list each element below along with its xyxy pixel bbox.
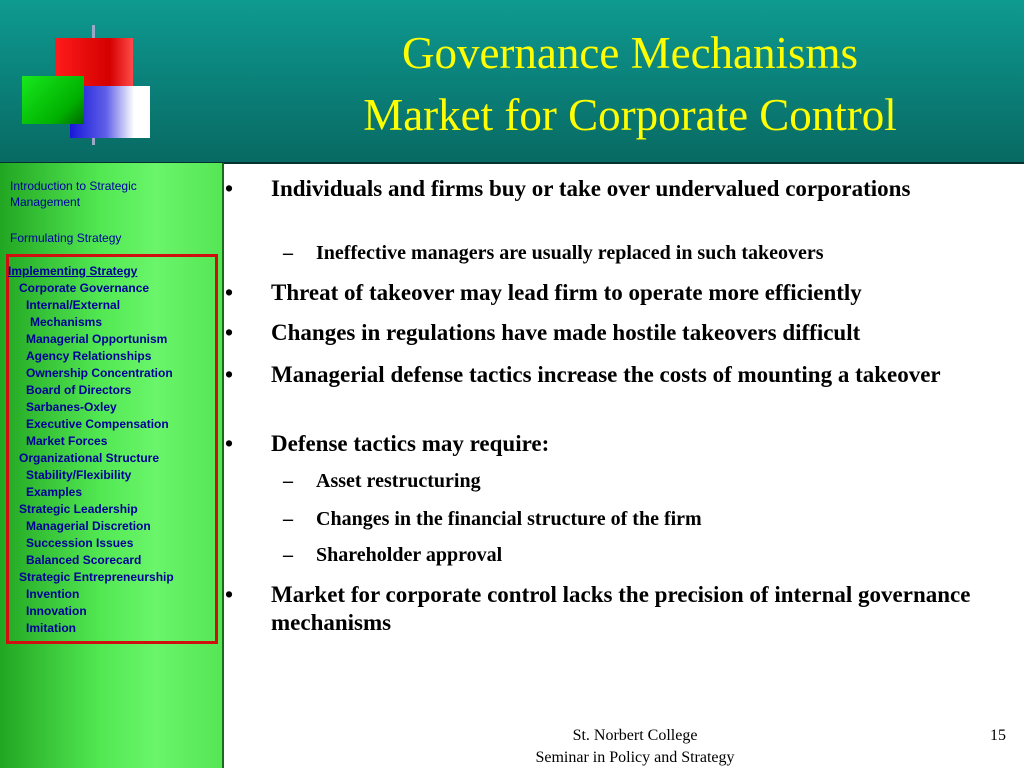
sidebar-item-internal-external[interactable]: Internal/External <box>26 298 121 312</box>
sidebar-item-invention[interactable]: Invention <box>26 587 80 601</box>
sidebar-item-formulating[interactable]: Formulating Strategy <box>10 231 122 245</box>
bullet-text: Market for corporate control lacks the precision of internal governance mechanisms <box>271 582 971 635</box>
sidebar-item-stability-flexibility[interactable]: Stability/Flexibility <box>26 468 132 482</box>
dash-glyph: – <box>283 470 293 492</box>
sidebar-item-balanced-scorecard[interactable]: Balanced Scorecard <box>26 553 142 567</box>
sub-bullet-text: Ineffective managers are usually replaced in such takeovers <box>316 242 824 264</box>
footer-institution: St. Norbert College <box>572 727 698 744</box>
dash-glyph: – <box>283 242 293 264</box>
sub-bullet-text: Asset restructuring <box>316 470 481 492</box>
slide-content <box>225 165 1020 725</box>
sidebar-item-succession-issues[interactable]: Succession Issues <box>26 536 134 550</box>
sidebar-item-managerial-opportunism[interactable]: Managerial Opportunism <box>26 332 168 346</box>
footer-course: Seminar in Policy and Strategy <box>535 749 735 766</box>
bullet-text: Changes in regulations have made hostile takeovers difficult <box>271 320 861 345</box>
sidebar-item-strategic-entrepreneurship[interactable]: Strategic Entrepreneurship <box>19 570 174 584</box>
sidebar-item-implementing[interactable]: Implementing Strategy <box>8 264 138 278</box>
bullet-glyph: • <box>225 280 234 305</box>
sidebar-item-sarbanes-oxley[interactable]: Sarbanes-Oxley <box>26 400 117 414</box>
sidebar-item-ownership-concentration[interactable]: Ownership Concentration <box>26 366 173 380</box>
sidebar-item-market-forces[interactable]: Market Forces <box>26 434 108 448</box>
bullet-text: Managerial defense tactics increase the costs of mounting a takeover <box>271 362 941 387</box>
sub-bullet-item <box>283 469 1013 493</box>
slide-number: 15 <box>990 727 1006 744</box>
sidebar-item-corporate-governance[interactable]: Corporate Governance <box>19 281 150 295</box>
sidebar-item-imitation[interactable]: Imitation <box>26 621 76 635</box>
bullet-item <box>225 319 1015 347</box>
sub-bullet-item <box>283 507 1013 531</box>
bullet-item <box>225 361 1015 389</box>
header-bar <box>0 0 1024 164</box>
sidebar-item-executive-compensation[interactable]: Executive Compensation <box>26 417 169 431</box>
sidebar-item-organizational-structure[interactable]: Organizational Structure <box>19 451 160 465</box>
bullet-glyph: • <box>225 176 234 201</box>
sidebar-item-examples[interactable]: Examples <box>26 485 83 499</box>
bullet-text: Threat of takeover may lead firm to operate more efficiently <box>271 280 862 305</box>
bullet-glyph: • <box>225 362 234 387</box>
sub-bullet-text: Changes in the financial structure of the firm <box>316 508 702 530</box>
bullet-text: Defense tactics may require: <box>271 431 550 456</box>
sidebar-item-agency-relationships[interactable]: Agency Relationships <box>26 349 152 363</box>
sidebar-item-innovation[interactable]: Innovation <box>26 604 87 618</box>
slide-title-line2: Market for Corporate Control <box>363 90 897 140</box>
sub-bullet-text: Shareholder approval <box>316 544 503 566</box>
bullet-text: Individuals and firms buy or take over undervalued corporations <box>271 176 911 201</box>
slide-title-line1: Governance Mechanisms <box>401 28 859 78</box>
bullet-item <box>225 175 1015 203</box>
sub-bullet-item <box>283 241 1013 265</box>
bullet-glyph: • <box>225 320 234 345</box>
bullet-glyph: • <box>225 582 234 607</box>
bullet-item <box>225 581 1015 637</box>
logo-green-square <box>22 76 84 124</box>
sidebar-item-mechanisms[interactable]: Mechanisms <box>30 315 103 329</box>
sidebar-item-strategic-leadership[interactable]: Strategic Leadership <box>19 502 138 516</box>
sub-bullet-item <box>283 543 1013 567</box>
bullet-glyph: • <box>225 431 234 456</box>
sidebar-item-board-of-directors[interactable]: Board of Directors <box>26 383 132 397</box>
dash-glyph: – <box>283 544 293 566</box>
bullet-item <box>225 279 1015 307</box>
dash-glyph: – <box>283 508 293 530</box>
sidebar-item-introduction[interactable]: Introduction to Strategic Management <box>10 179 137 209</box>
sidebar-item-managerial-discretion[interactable]: Managerial Discretion <box>26 519 151 533</box>
bullet-item <box>225 430 1015 458</box>
